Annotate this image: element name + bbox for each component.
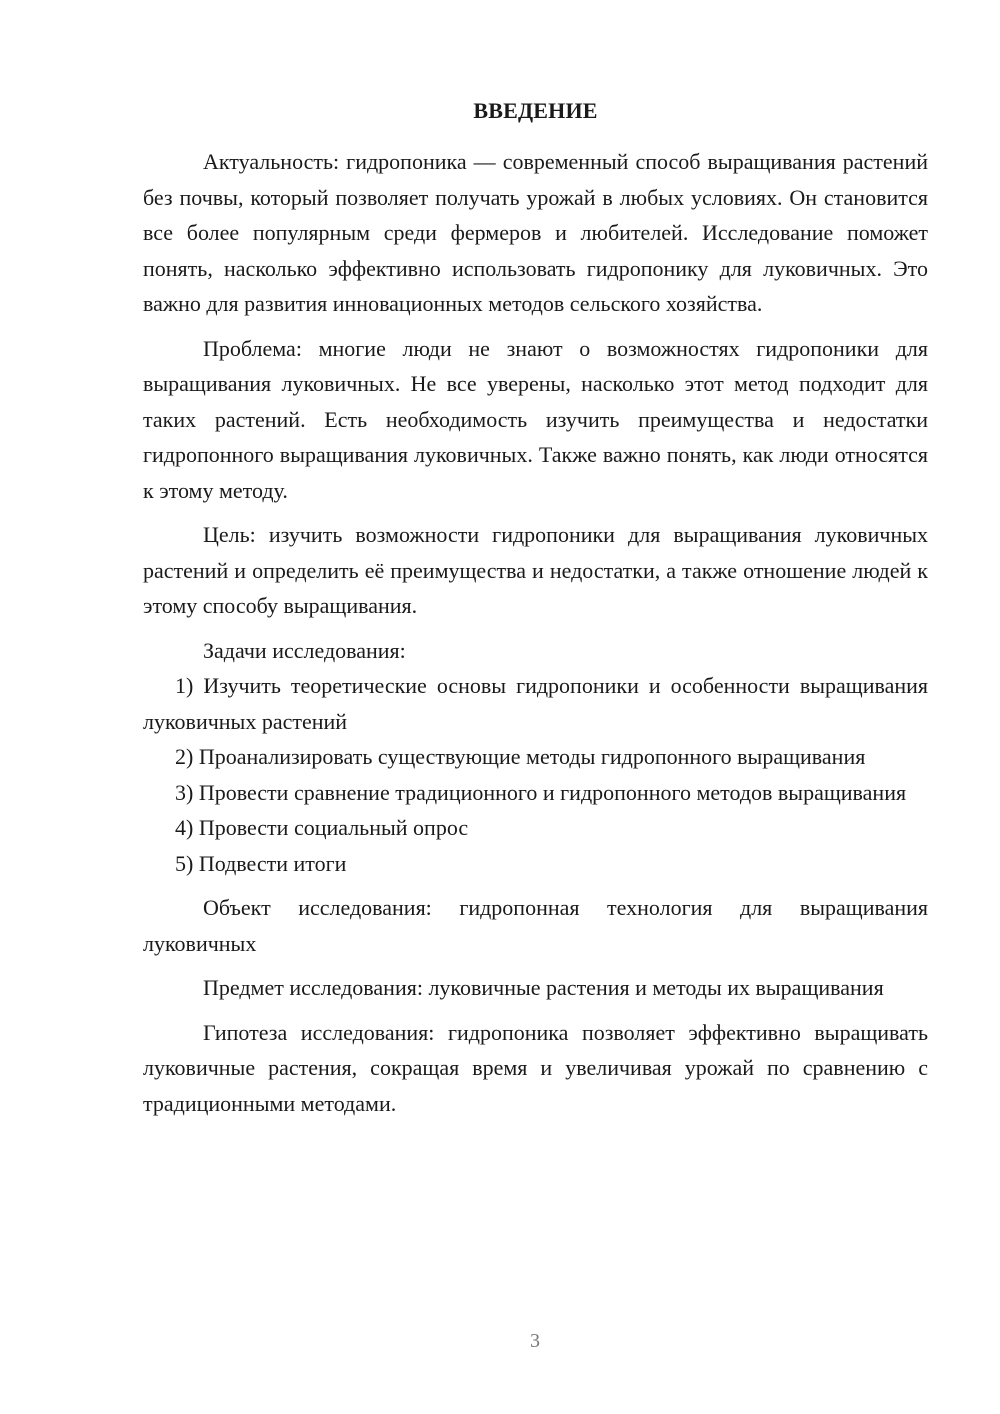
document-page	[143, 96, 928, 1121]
paragraph-relevance: Актуальность: гидропоника — современный способ выращивания растений без почвы, который позволяет получать урожай в любых условиях. Он становится все более популярным среди фермеров и любителей. Исследование поможет понять, насколько эффективно использовать гидропонику для луковичных. Это важно для развития инновационных методов сельского хозяйства.	[143, 149, 928, 316]
paragraph-object: Объект исследования: гидропонная технология для выращивания луковичных	[143, 895, 928, 956]
task-item-1: 1) Изучить теоретические основы гидропоники и особенности выращивания луковичных растений	[143, 673, 928, 734]
document-title: ВВЕДЕНИЕ	[473, 98, 598, 123]
task-item-2: 2) Проанализировать существующие методы гидропонного выращивания	[175, 744, 866, 769]
paragraph-subject: Предмет исследования: луковичные растения и методы их выращивания	[203, 975, 884, 1000]
paragraph-goal: Цель: изучить возможности гидропоники для выращивания луковичных растений и определить её преимущества и недостатки, а также отношение людей к этому способу выращивания.	[143, 522, 928, 618]
task-item-4: 4) Провести социальный опрос	[175, 815, 469, 840]
page-number: 3	[530, 1330, 540, 1352]
task-item-3: 3) Провести сравнение традиционного и гидропонного методов выращивания	[175, 779, 907, 805]
paragraph-problem: Проблема: многие люди не знают о возможностях гидропоники для выращивания луковичных. Не все уверены, насколько этот метод подходит для таких растений. Есть необходимость изучить преимущества и недостатки гидропонного выращивания луковичных. Также важно понять, как люди относятся к этому методу.	[143, 335, 928, 503]
paragraph-tasks-heading: Задачи исследования:	[203, 637, 406, 663]
task-item-5: 5) Подвести итоги	[175, 850, 347, 876]
paragraph-hypothesis: Гипотеза исследования: гидропоника позволяет эффективно выращивать луковичные растения, сокращая время и увеличивая урожай по сравнению с традиционными методами.	[143, 1019, 928, 1116]
